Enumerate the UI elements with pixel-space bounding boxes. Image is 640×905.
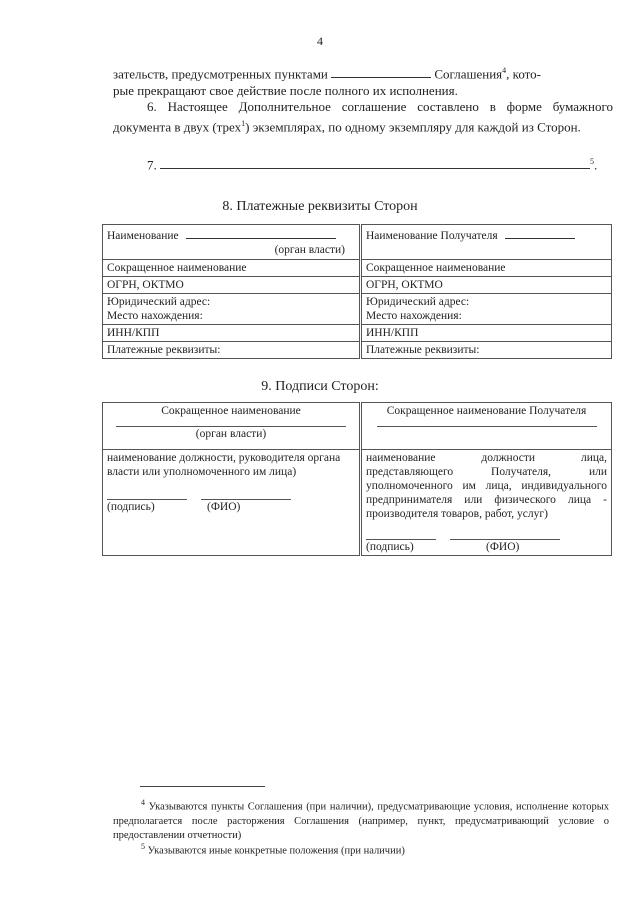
para-cont-text2: Соглашения xyxy=(434,66,503,82)
blank-line xyxy=(377,426,597,427)
footnote-ref-5: 5 xyxy=(590,157,594,166)
footnote-ref-4: 4 xyxy=(502,66,507,75)
footnote-5 xyxy=(113,840,609,859)
left-header-label: Сокращенное наименование xyxy=(161,405,301,417)
para7-end: . xyxy=(594,157,598,173)
blank-line xyxy=(450,529,560,540)
table-row xyxy=(103,403,612,450)
left-sign-lines xyxy=(107,489,355,500)
blank-line xyxy=(505,226,575,239)
footnote-ref-1: 1 xyxy=(241,119,246,128)
left-name-cell xyxy=(103,225,361,260)
left-position-text: наименование должности, руководителя органа власти или уполномоченного им лица) xyxy=(107,452,341,478)
left-address-legal: Юридический адрес: xyxy=(107,296,211,308)
footnote-4 xyxy=(113,796,609,843)
para-cont-line2: рые прекращают свое действие после полного их исполнения. xyxy=(113,83,458,99)
footnote-4-mark: 4 xyxy=(141,798,145,807)
blank-line xyxy=(186,226,336,239)
para6-text-end: ) экземплярах, по одному экземпляру для каждой из Сторон. xyxy=(245,119,581,135)
table-row xyxy=(103,260,612,277)
blank-line xyxy=(107,489,187,500)
left-address-location: Место нахождения: xyxy=(107,310,203,322)
left-organ-label: (орган власти) xyxy=(195,428,267,440)
left-sign-label: (подпись) xyxy=(107,501,155,513)
paragraph-6 xyxy=(113,98,613,135)
para7-number: 7. xyxy=(147,157,157,173)
right-header-label: Сокращенное наименование Получателя xyxy=(386,405,587,417)
left-payment: Платежные реквизиты: xyxy=(103,342,361,359)
left-fio-label: (ФИО) xyxy=(207,501,241,513)
right-sign-labels xyxy=(366,540,607,554)
table-row xyxy=(103,450,612,556)
para-cont-text1: зательств, предусмотренных пунктами xyxy=(113,66,328,82)
left-short-name: Сокращенное наименование xyxy=(103,260,361,277)
right-name-cell xyxy=(361,225,612,260)
footnote-5-mark: 5 xyxy=(141,842,145,851)
right-sign-lines xyxy=(366,529,607,540)
table-row xyxy=(103,277,612,294)
blank-line xyxy=(331,65,431,78)
right-header-cell xyxy=(361,403,612,450)
right-address-location: Место нахождения: xyxy=(366,310,462,322)
page-number: 4 xyxy=(317,34,323,48)
table-row xyxy=(103,325,612,342)
blank-line xyxy=(201,489,291,500)
left-address-cell xyxy=(103,294,361,325)
section-8-title: 8. Платежные реквизиты Сторон xyxy=(222,199,418,214)
footnote-5-text: Указываются иные конкретные положения (при наличии) xyxy=(147,845,405,857)
right-payment: Платежные реквизиты: xyxy=(361,342,612,359)
left-organ-label: (орган власти) xyxy=(274,244,345,256)
para7-blank-line xyxy=(160,156,590,169)
signatures-table xyxy=(102,402,612,556)
right-inn: ИНН/КПП xyxy=(361,325,612,342)
right-position-text: наименование должности лица, представляющего Получателя, или уполномоченного им лица, индивидуального предпринимателя или физического лица - производителя товаров, работ, услуг) xyxy=(366,452,607,520)
left-inn: ИНН/КПП xyxy=(103,325,361,342)
blank-line xyxy=(366,529,436,540)
right-address-legal: Юридический адрес: xyxy=(366,296,470,308)
right-sign-label: (подпись) xyxy=(366,541,414,553)
left-header-cell xyxy=(103,403,361,450)
footnote-separator xyxy=(140,786,265,787)
left-ogrn: ОГРН, ОКТМО xyxy=(103,277,361,294)
right-fio-label: (ФИО) xyxy=(486,541,520,553)
table-row xyxy=(103,342,612,359)
right-ogrn: ОГРН, ОКТМО xyxy=(361,277,612,294)
para6-text: 6. Настоящее Дополнительное соглашение составлено в форме бумажного документа в двух (трех xyxy=(113,99,613,135)
payment-details-table xyxy=(102,224,612,359)
left-signature-cell xyxy=(103,450,361,556)
table-row xyxy=(103,294,612,325)
para-cont-text3: , кото- xyxy=(506,66,541,82)
right-short-name: Сокращенное наименование xyxy=(361,260,612,277)
section-9-title: 9. Подписи Сторон: xyxy=(261,379,379,394)
left-name-label: Наименование xyxy=(107,230,179,242)
right-name-label: Наименование Получателя xyxy=(366,230,498,242)
right-address-cell xyxy=(361,294,612,325)
right-signature-cell xyxy=(361,450,612,556)
left-sign-labels xyxy=(107,500,355,514)
paragraph-continuation xyxy=(113,62,613,99)
table-row xyxy=(103,225,612,260)
footnote-4-text: Указываются пункты Соглашения (при наличии), предусматривающие условия, исполнение которых предполагается после расторжения Соглашения (например, пункт, предусматривающий условие о предоставлении отчетности) xyxy=(113,801,610,841)
paragraph-7 xyxy=(113,153,613,173)
